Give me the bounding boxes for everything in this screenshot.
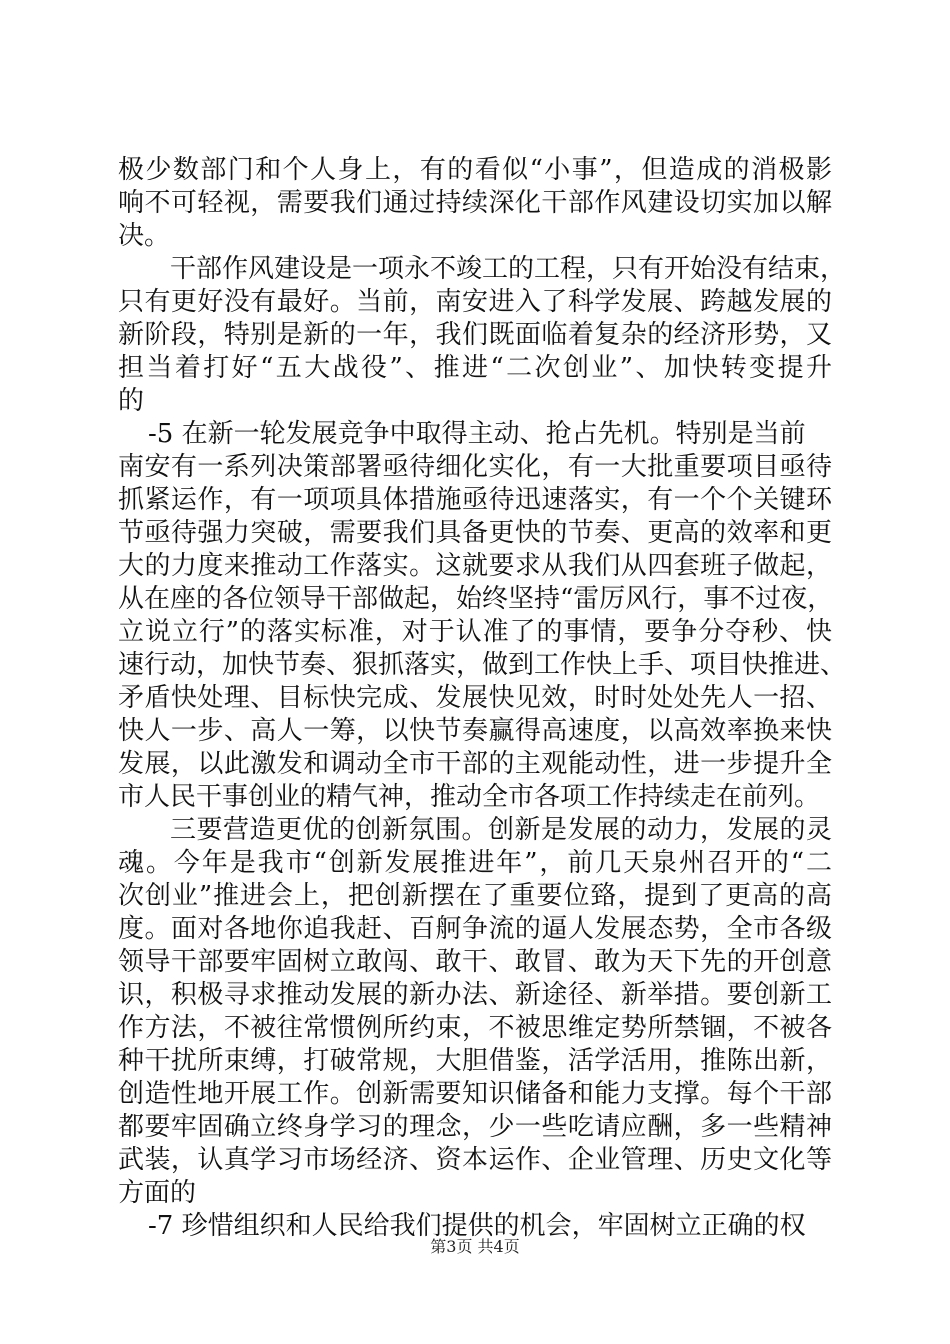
text-line: 南安有一系列决策部署亟待细化实化，有一大批重要项目亟待 [118,452,832,482]
text-line: 发展，以此激发和调动全市干部的主观能动性，进一步提升全 [118,749,832,779]
text-line: 三要营造更优的创新氛围。创新是发展的动力，发展的灵 [170,815,832,845]
text-line: 快人一步、高人一筹，以快节奏赢得高速度，以高效率换来快 [118,716,832,746]
text-line: 作方法，不被往常惯例所约束，不被思维定势所禁锢，不被各 [118,1013,832,1043]
text-line: 从在座的各位领导干部做起，始终坚持“雷厉风行，事不过夜， [118,584,834,614]
page-footer: 第3页 共4页 [430,1237,520,1256]
body-text [118,154,847,1243]
text-line: -7 珍惜组织和人民给我们提供的机会，牢固树立正确的权 [148,1211,806,1241]
text-line: 识，积极寻求推动发展的新办法、新途径、新举措。要创新工 [118,980,832,1010]
text-line: 新阶段，特别是新的一年，我们既面临着复杂的经济形势，又 [118,320,832,350]
text-line: 都要牢固确立终身学习的理念，少一些吃请应酬，多一些精神 [118,1112,832,1142]
text-line: 魂。今年是我市“创新发展推进年”，前几天泉州召开的“二 [118,848,832,878]
text-line: 决。 [118,221,171,251]
text-line: 种干扰所束缚，打破常规，大胆借鉴，活学活用，推陈出新， [118,1046,832,1076]
text-line: 只有更好没有最好。当前，南安进入了科学发展、跨越发展的 [118,287,832,317]
text-line: 抓紧运作，有一项项具体措施亟待迅速落实，有一个个关键环 [118,485,832,515]
text-line: 创造性地开展工作。创新需要知识储备和能力支撑。每个干部 [118,1079,832,1109]
text-line: 响不可轻视，需要我们通过持续深化干部作风建设切实加以解 [118,188,832,218]
text-line: 干部作风建设是一项永不竣工的工程，只有开始没有结束， [170,254,847,284]
text-line: 市人民干事创业的精气神，推动全市各项工作持续走在前列。 [118,782,821,812]
text-line: 矛盾快处理、目标快完成、发展快见效，时时处处先人一招、 [118,683,832,713]
text-line: 大的力度来推动工作落实。这就要求从我们从四套班子做起， [118,551,832,581]
text-line: 领导干部要牢固树立敢闯、敢干、敢冒、敢为天下先的开创意 [118,947,832,977]
text-line: 立说立行”的落实标准，对于认准了的事情，要争分夺秒、快 [118,617,832,647]
text-line: 次创业”推进会上，把创新摆在了重要位臵，提到了更高的高 [118,881,832,911]
text-line: 极少数部门和个人身上，有的看似“小事”，但造成的消极影 [118,155,832,185]
text-line: 节亟待强力突破，需要我们具备更快的节奏、更高的效率和更 [118,518,832,548]
text-line: 方面的 [118,1178,197,1208]
text-line: 担当着打好“五大战役”、推进“二次创业”、加快转变提升 [118,353,832,383]
text-line: 速行动，加快节奏、狠抓落实，做到工作快上手、项目快推进、 [118,650,847,680]
text-line: -5 在新一轮发展竞争中取得主动、抢占先机。特别是当前 [148,419,806,449]
text-line: 度。面对各地你追我赶、百舸争流的逼人发展态势，全市各级 [118,914,832,944]
text-line: 武装，认真学习市场经济、资本运作、企业管理、历史文化等 [118,1145,832,1175]
text-line: 的 [118,386,145,416]
